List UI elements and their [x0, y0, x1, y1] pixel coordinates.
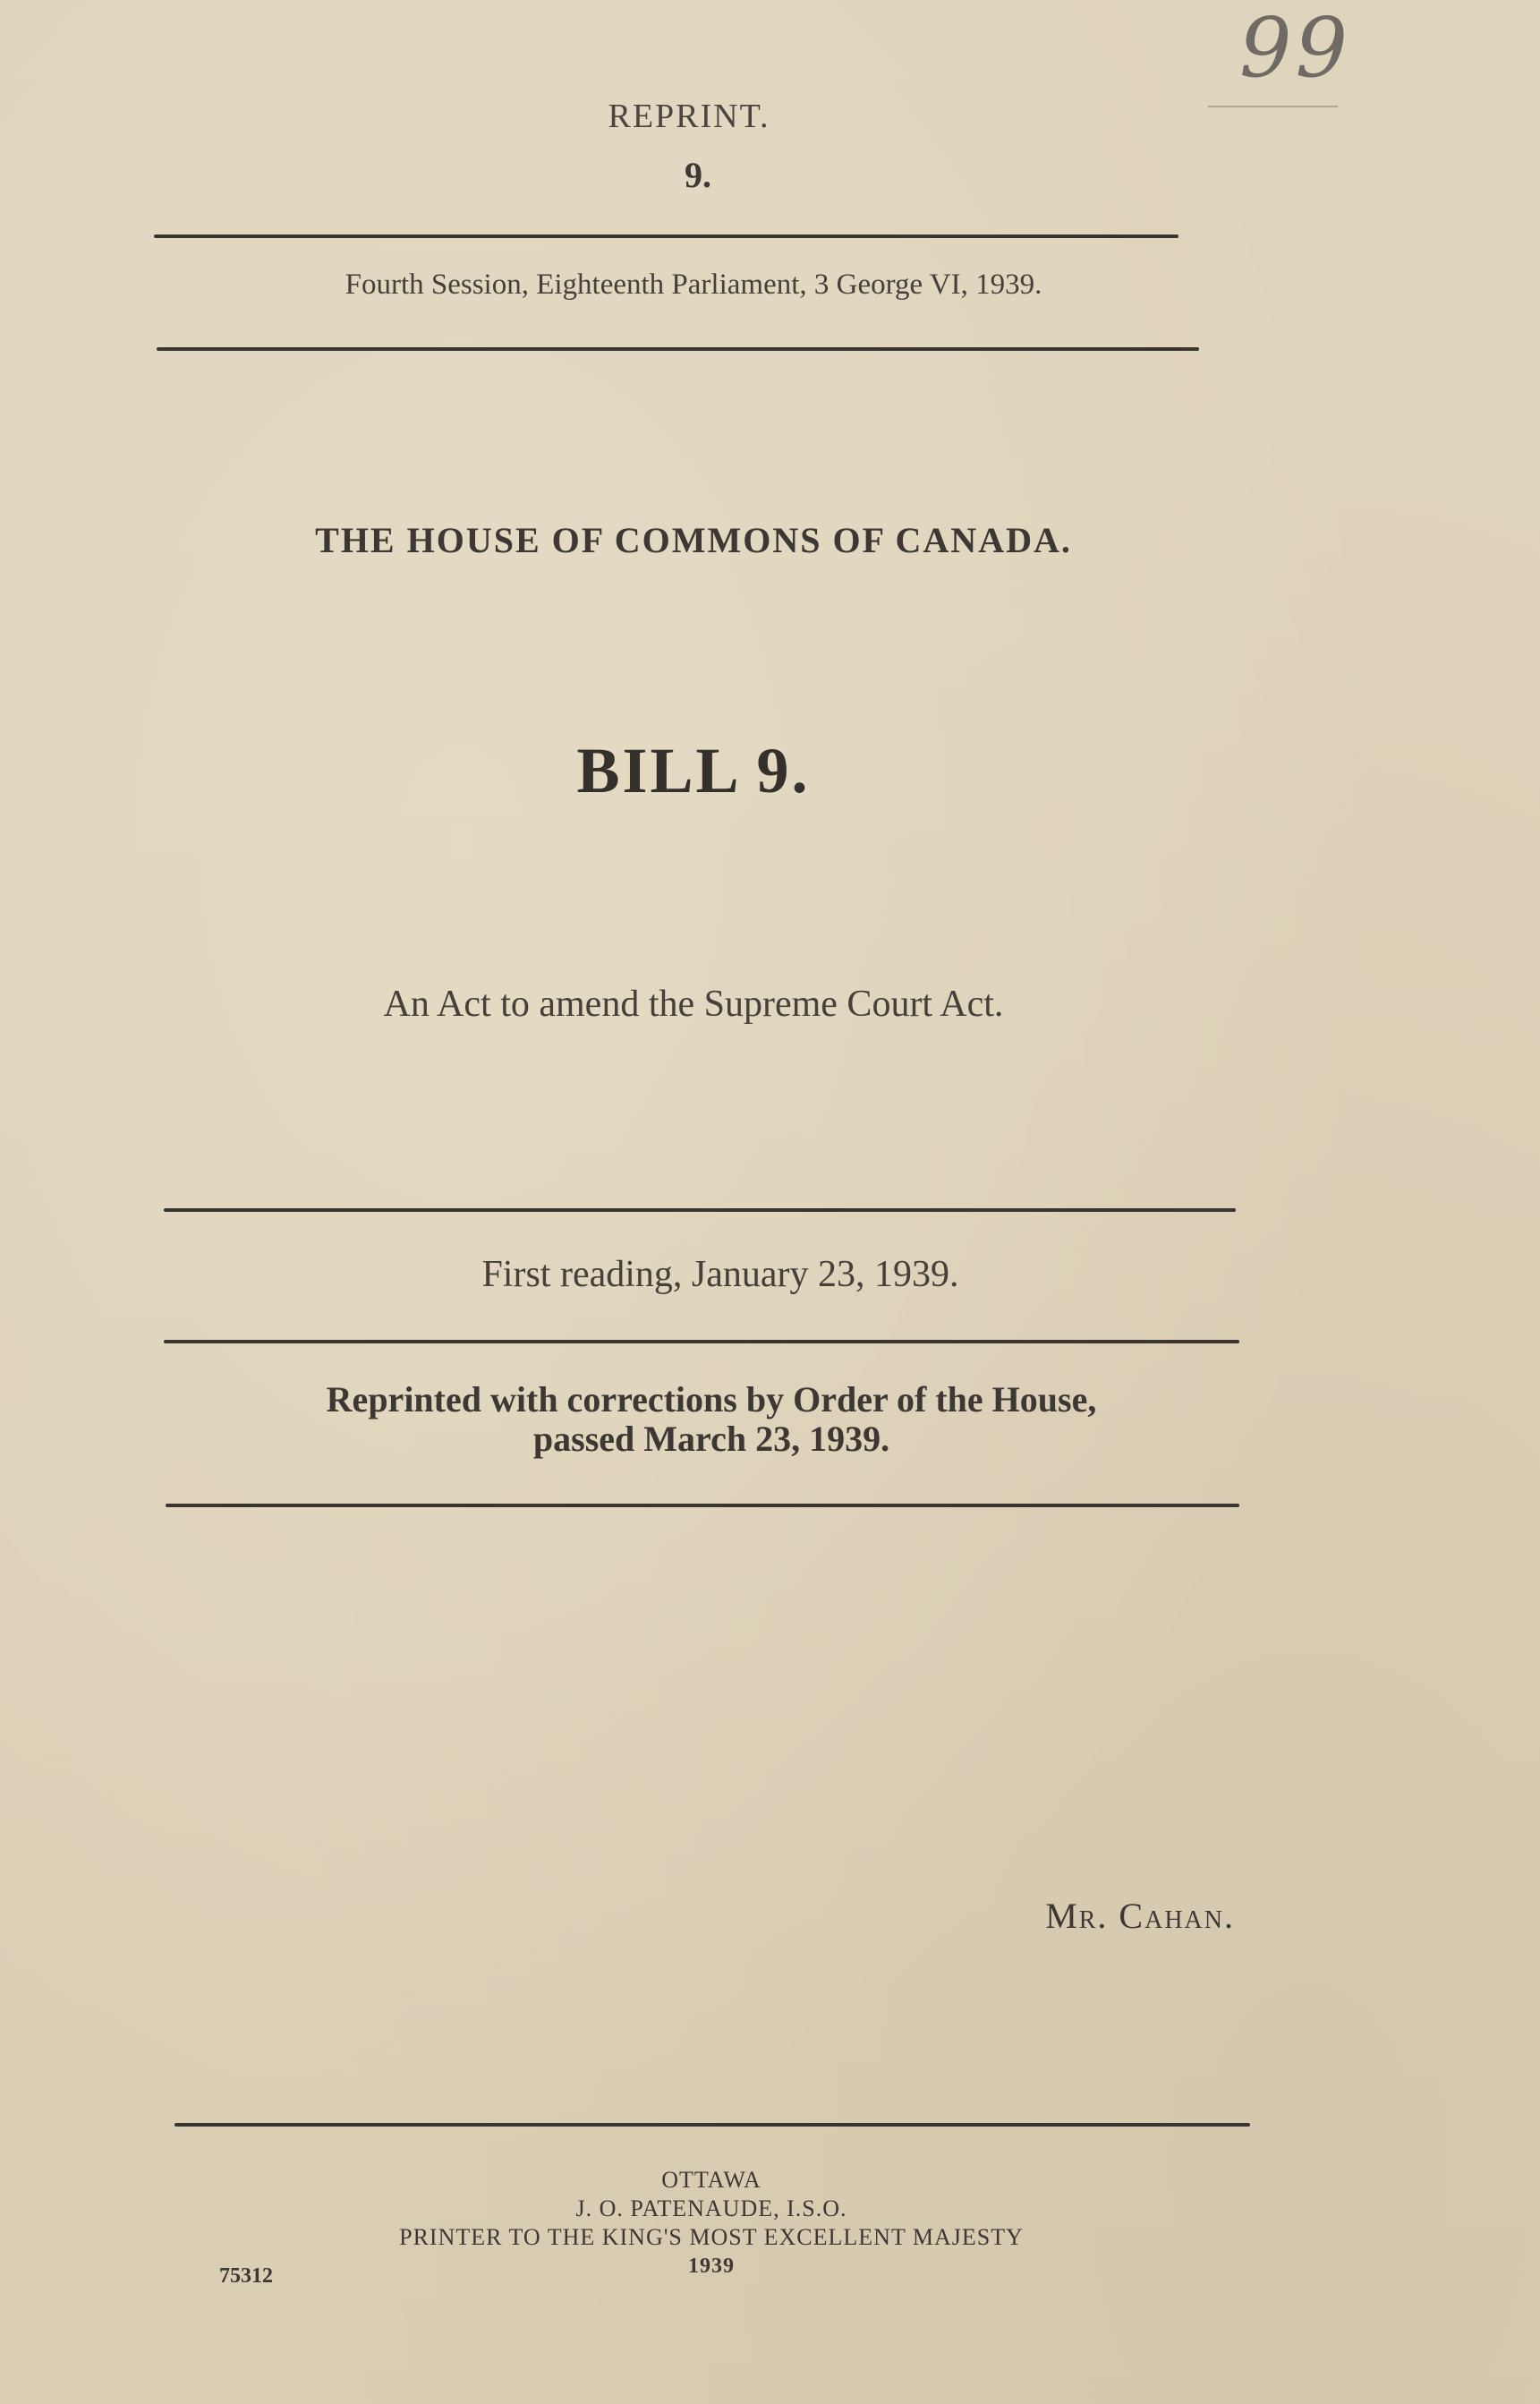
reprint-notice-line-2: passed March 23, 1939. — [532, 1419, 890, 1459]
rule-before-reading — [164, 1208, 1236, 1212]
imprint-printer: J. O. PATENAUDE, I.S.O. — [575, 2195, 847, 2221]
session-line: Fourth Session, Eighteenth Parliament, 3 George VI, 1939. — [345, 269, 1042, 301]
imprint-title: PRINTER TO THE KING'S MOST EXCELLENT MAJESTY — [399, 2224, 1024, 2250]
imprint-year: 1939 — [688, 2255, 735, 2278]
imprint-city: OTTAWA — [661, 2167, 761, 2193]
reprint-notice — [179, 1380, 1244, 1459]
printer-imprint — [268, 2166, 1154, 2280]
rule-after-reprint — [166, 1504, 1239, 1507]
print-code: 75312 — [219, 2264, 273, 2288]
rule-top — [154, 234, 1178, 238]
first-reading: First reading, January 23, 1939. — [481, 1254, 959, 1295]
reprint-notice-line-1: Reprinted with corrections by Order of the House, — [326, 1379, 1097, 1419]
handwritten-note: 99 — [1239, 0, 1352, 96]
rule-before-imprint — [174, 2123, 1250, 2127]
bill-title: BILL 9. — [576, 735, 811, 806]
handwritten-underline — [1208, 106, 1338, 107]
house-title: THE HOUSE OF COMMONS OF CANADA. — [315, 520, 1072, 560]
bill-sponsor: Mr. Cahan. — [1045, 1896, 1235, 1936]
rule-session — [157, 347, 1199, 351]
act-title: An Act to amend the Supreme Court Act. — [383, 984, 1004, 1025]
rule-after-reading — [164, 1340, 1239, 1343]
bill-number: 9. — [685, 155, 711, 195]
reprint-label: REPRINT. — [608, 98, 770, 135]
